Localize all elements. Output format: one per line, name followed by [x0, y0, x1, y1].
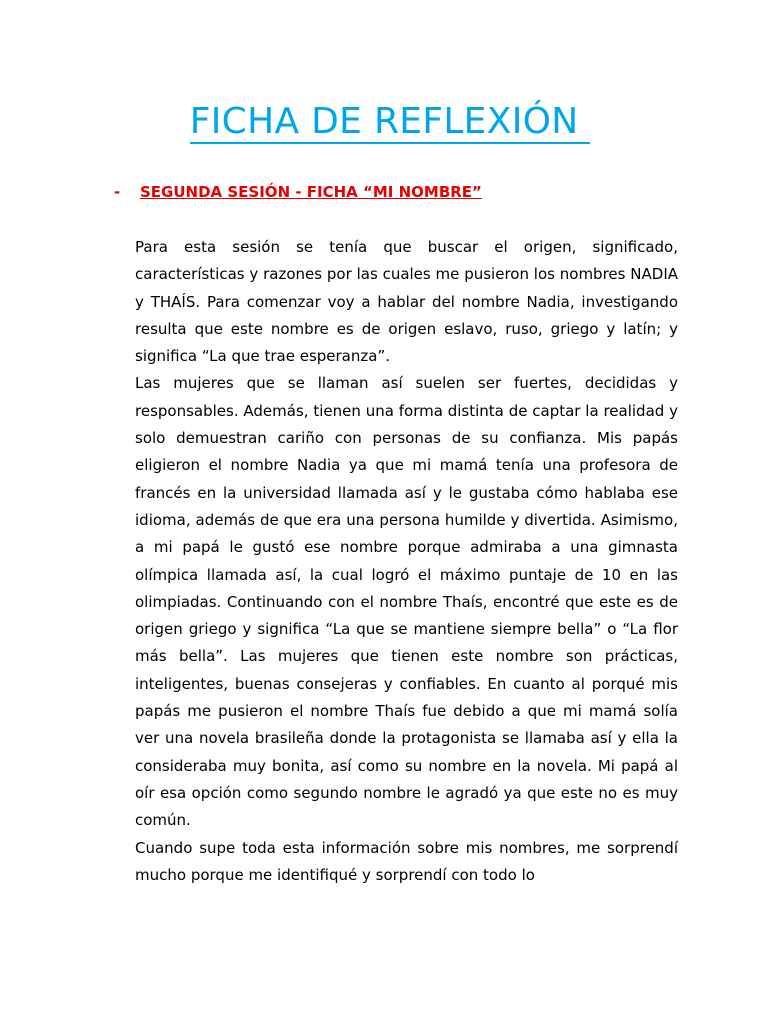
section-bullet: -	[114, 183, 121, 201]
paragraph: Para esta sesión se tenía que buscar el origen, significado, características y razones por las cuales me pusieron los nombres NADIA y THAÍS. Para comenzar voy a hablar del nombre Nadia, investigando resulta que este nombre es de origen eslavo, ruso, griego y latín; y significa “La que trae esperanza”.	[135, 238, 678, 366]
document-title-text: FICHA DE REFLEXIÓN	[189, 101, 591, 142]
section-heading	[114, 180, 482, 204]
document-body	[135, 234, 678, 889]
section-heading-text: SEGUNDA SESIÓN - FICHA “MI NOMBRE”	[140, 183, 482, 201]
paragraph: Cuando supe toda esta información sobre mis nombres, me sorprendí mucho porque me identifiqué y sorprendí con todo lo	[135, 838, 678, 884]
paragraph: Las mujeres que se llaman así suelen ser fuertes, decididas y responsables. Además, tienen una forma distinta de captar la realidad y solo demuestran cariño con personas de su confianza. Mis papás eligieron el nombre Nadia ya que mi mamá tenía una profesora de francés en la universidad llamada así y le gustaba cómo hablaba ese idioma, además de que era una persona humilde y divertida. Asimismo, a mi papá le gustó ese nombre porque admiraba a una gimnasta olímpica llamada así, la cual logró el máximo puntaje de 10 en las olimpiadas. Continuando con el nombre Thaís, encontré que este es de origen griego y significa “La que se mantiene siempre bella” o “La flor más bella”. Las mujeres que tienen este nombre son prácticas, inteligentes, buenas consejeras y confiables. En cuanto al porqué mis papás me pusieron el nombre Thaís fue debido a que mi mamá solía ver una novela brasileña donde la protagonista se llamaba así y ella la consideraba muy bonita, así como su nombre en la novela. Mi papá al oír esa opción como segundo nombre le agradó ya que este no es muy común.	[135, 374, 678, 830]
document-title	[0, 98, 768, 146]
